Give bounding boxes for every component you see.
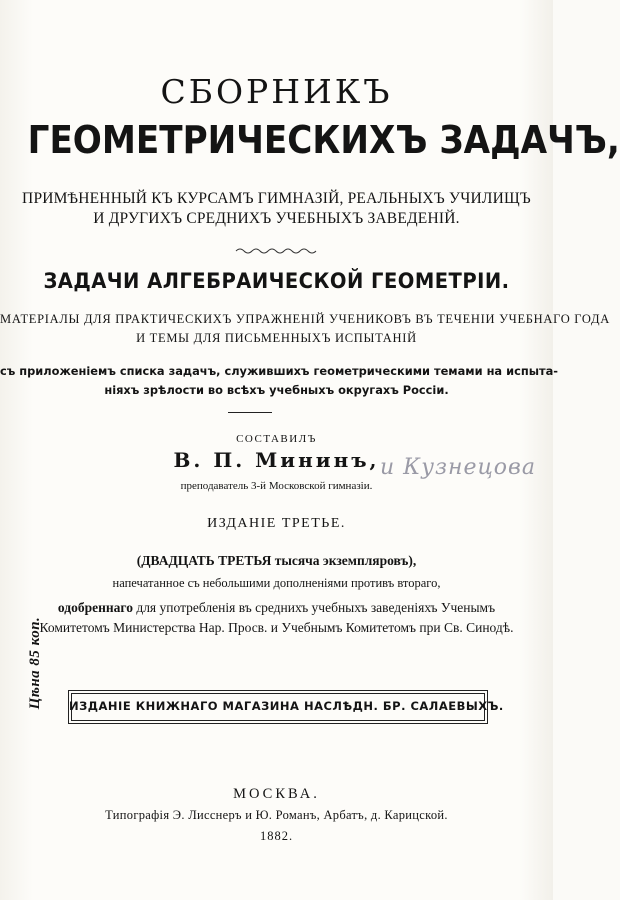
ornament-divider: [0, 246, 553, 256]
handwritten-note: и Кузнецова: [380, 455, 536, 480]
title-line-1: СБОРНИКЪ: [160, 72, 393, 111]
title-line-2: ГЕОМЕТРИЧЕСКИХЪ ЗАДАЧЪ,: [27, 118, 620, 162]
divider-rule: [228, 412, 272, 413]
appendix-line-1: съ приложеніемъ списка задачъ, служившихъ геометрическими темами на испыта-: [0, 364, 559, 378]
compiled-label: СОСТАВИЛЪ: [236, 433, 317, 445]
approval-rest: для употребленія въ среднихъ учебныхъ заведеніяхъ Ученымъ: [132, 600, 496, 615]
appendix-line-2: ніяхъ зрѣлости во всѣхъ учебныхъ округахъ Россіи.: [104, 383, 449, 397]
print-run: (ДВАДЦАТЬ ТРЕТЬЯ тысяча экземпляровъ),: [136, 553, 417, 568]
materials-line-1: МАТЕРІАЛЫ ДЛЯ ПРАКТИЧЕСКИХЪ УПРАЖНЕНІЙ УЧЕНИКОВЪ ВЪ ТЕЧЕНІИ УЧЕБНАГО ГОДА: [0, 312, 610, 326]
section-title: ЗАДАЧИ АЛГЕБРАИЧЕСКОЙ ГЕОМЕТРІИ.: [43, 269, 510, 293]
publisher-box: [68, 690, 504, 724]
author-position: преподаватель 3-й Московской гимназіи.: [180, 480, 373, 492]
approval-line: [0, 600, 553, 616]
edition: ИЗДАНІЕ ТРЕТЬЕ.: [207, 516, 346, 531]
subtitle-line-2: И ДРУГИХЪ СРЕДНИХЪ УЧЕБНЫХЪ ЗАВЕДЕНІЙ.: [93, 210, 460, 227]
publisher-text: ИЗДАНІЕ КНИЖНАГО МАГАЗИНА НАСЛѢДН. БР. САЛАЕВЫХЪ.: [69, 699, 504, 713]
printed-note: напечатанное съ небольшими дополненіями противъ втораго,: [112, 576, 441, 590]
committee-line: Комитетомъ Министерства Нар. Просв. и Учебнымъ Комитетомъ при Св. Синодѣ.: [39, 620, 514, 635]
price-stamp: Цѣна 85 коп.: [27, 616, 43, 710]
subtitle-line-1: ПРИМѢНЕННЫЙ КЪ КУРСАМЪ ГИМНАЗІЙ, РЕАЛЬНЫХЪ УЧИЛИЩЪ: [22, 190, 531, 207]
approval-bold: одобреннаго: [57, 600, 133, 615]
year: 1882.: [259, 829, 294, 843]
printer: Типографія Э. Лисснеръ и Ю. Романъ, Арбатъ, д. Карицской.: [105, 808, 448, 822]
author-name: В. П. Мининъ,: [173, 448, 380, 472]
materials-line-2: И ТЕМЫ ДЛЯ ПИСЬМЕННЫХЪ ИСПЫТАНІЙ: [136, 331, 417, 345]
city: МОСКВА.: [233, 786, 320, 802]
